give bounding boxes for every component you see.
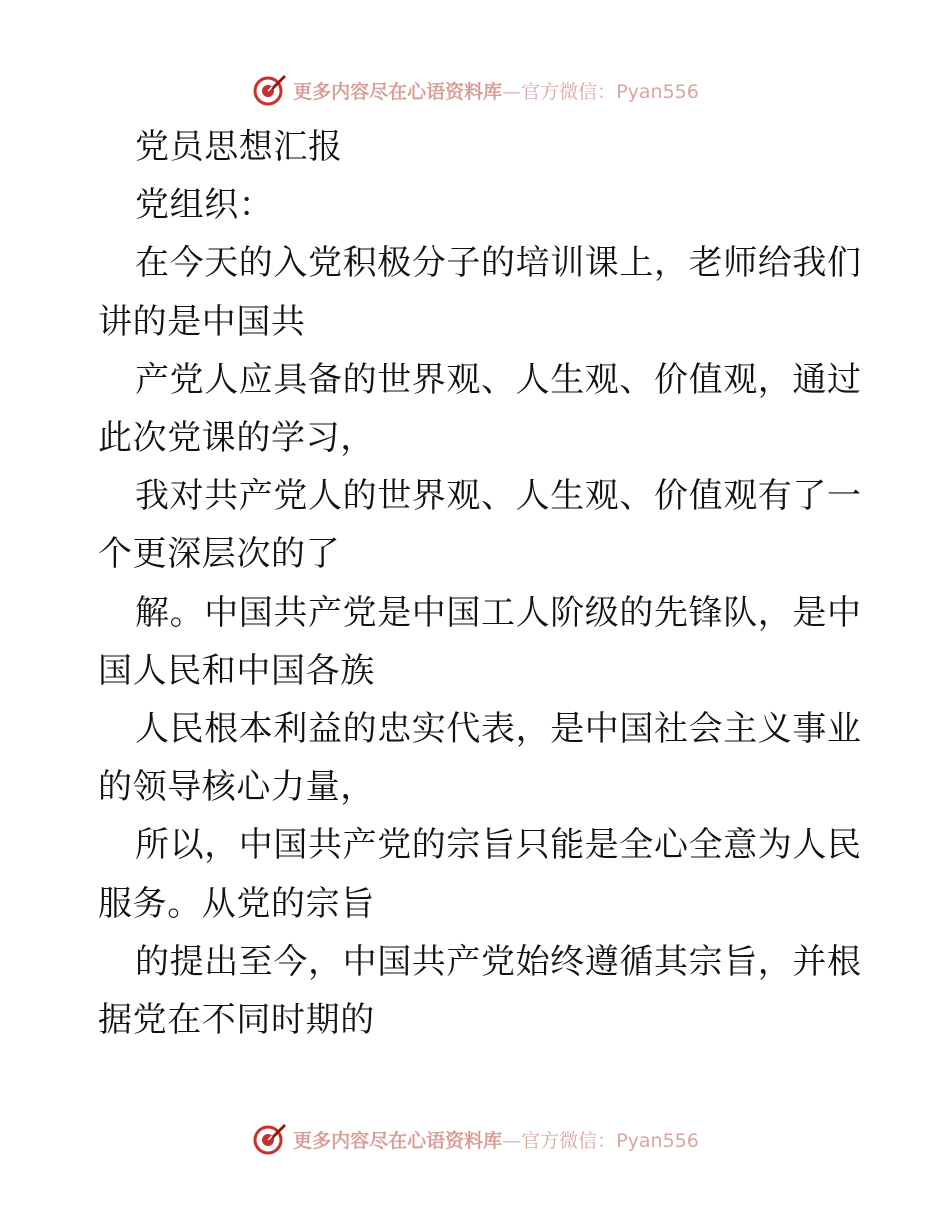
doc-line: 个更深层次的了 [98, 534, 341, 575]
doc-line: 的提出至今，中国共产党始终遵循其宗旨，并根 [135, 941, 862, 982]
doc-line: 此次党课的学习， [98, 418, 375, 459]
doc-line: 服务。从党的宗旨 [98, 883, 375, 924]
doc-line: 党组织： [135, 185, 274, 226]
doc-line: 的领导核心力量， [98, 767, 375, 808]
doc-line: 解。中国共产党是中国工人阶级的先锋队，是中 [135, 592, 862, 633]
watermark-dash: — [502, 1129, 522, 1152]
watermark-main: 更多内容尽在心语资料库 [293, 1129, 503, 1152]
doc-line: 在今天的入党积极分子的培训课上，老师给我们 [135, 243, 862, 284]
watermark-text [293, 1126, 699, 1153]
doc-line: 我对共产党人的世界观、人生观、价值观有了一 [135, 476, 862, 517]
doc-line: 人民根本利益的忠实代表，是中国社会主义事业 [135, 709, 862, 750]
document-body [98, 118, 862, 1049]
doc-line: 国人民和中国各族 [98, 650, 375, 691]
pen-logo-icon [251, 1121, 287, 1157]
watermark-wechat: Pyan556 [616, 1129, 699, 1152]
doc-line: 党员思想汇报 [135, 127, 343, 167]
watermark-official: 官方微信： [521, 1129, 617, 1152]
doc-line: 据党在不同时期的 [98, 1000, 375, 1041]
footer-watermark [0, 1117, 950, 1161]
header-watermark [0, 68, 950, 112]
doc-line: 产党人应具备的世界观、人生观、价值观，通过 [135, 359, 862, 400]
watermark-text [293, 77, 699, 104]
watermark-dash: — [502, 80, 522, 103]
doc-line: 讲的是中国共 [98, 301, 306, 342]
watermark-official: 官方微信： [521, 80, 617, 103]
pen-logo-icon [251, 72, 287, 108]
watermark-main: 更多内容尽在心语资料库 [293, 80, 503, 103]
doc-line: 所以，中国共产党的宗旨只能是全心全意为人民 [135, 825, 862, 866]
watermark-wechat: Pyan556 [616, 80, 699, 103]
